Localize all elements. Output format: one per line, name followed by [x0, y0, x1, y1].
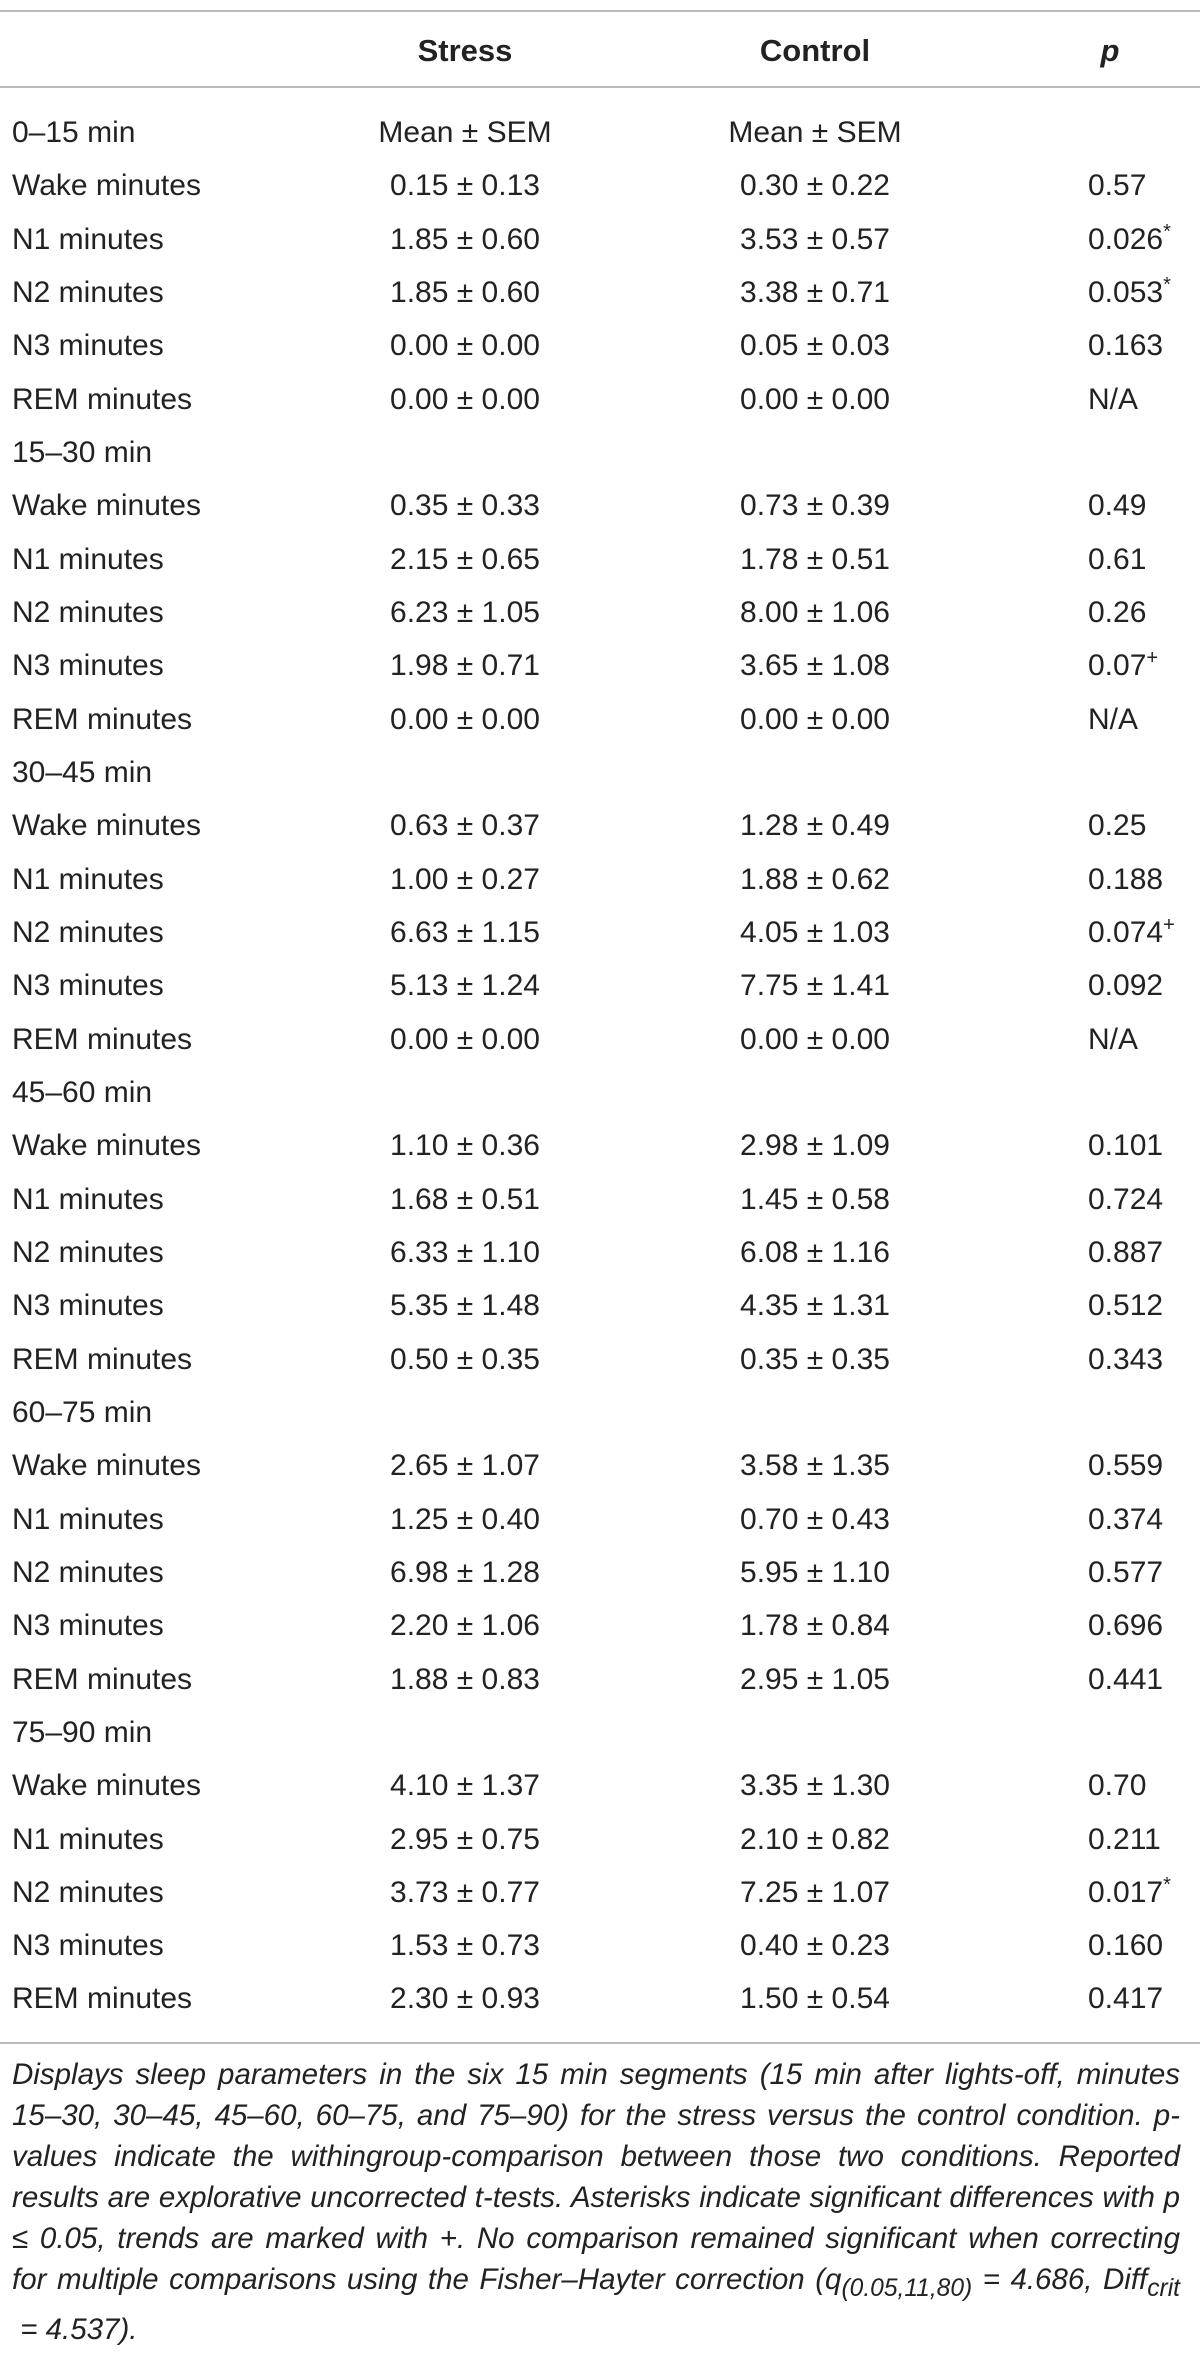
row-label: N3 minutes [12, 969, 164, 1003]
p-value-cell [1088, 1013, 1138, 1066]
table-row [0, 106, 1200, 159]
row-label: Wake minutes [12, 489, 201, 523]
control-value: 1.78 ± 0.84 [740, 1609, 890, 1643]
p-value: 0.441 [1088, 1662, 1164, 1696]
table-row [0, 266, 1200, 319]
table-row [0, 213, 1200, 266]
table-row [0, 1653, 1200, 1706]
stress-value: 1.25 ± 0.40 [390, 1502, 540, 1536]
table-row [0, 906, 1200, 959]
table-row [0, 1066, 1200, 1119]
p-value: 0.559 [1088, 1449, 1164, 1483]
p-value-cell [1088, 799, 1146, 852]
p-value: 0.25 [1088, 809, 1147, 843]
table-row [0, 1866, 1200, 1919]
stress-value: 1.98 ± 0.71 [390, 649, 540, 683]
row-label: REM minutes [12, 1982, 193, 2016]
row-label: N2 minutes [12, 915, 164, 949]
header-stress: Stress [417, 33, 513, 68]
table-row [0, 319, 1200, 372]
p-value-cell [1088, 1599, 1163, 1652]
row-label: REM minutes [12, 1662, 193, 1696]
table-row [0, 1226, 1200, 1279]
table-row [0, 1759, 1200, 1812]
row-label: N2 minutes [12, 1555, 164, 1589]
p-value: 0.188 [1088, 862, 1164, 896]
p-value-cell [1088, 1813, 1161, 1866]
stress-value: 2.30 ± 0.93 [390, 1982, 540, 2016]
p-value: 0.092 [1088, 969, 1164, 1003]
p-value: N/A [1088, 382, 1139, 416]
p-value: 0.053 [1088, 275, 1164, 309]
row-label: Wake minutes [12, 809, 201, 843]
stress-value: 1.68 ± 0.51 [390, 1182, 540, 1216]
control-value: Mean ± SEM [728, 116, 902, 149]
control-value: 2.10 ± 0.82 [740, 1822, 890, 1856]
stress-value: 0.00 ± 0.00 [390, 1022, 540, 1056]
stress-value: 1.85 ± 0.60 [390, 222, 540, 256]
row-label: N1 minutes [12, 222, 164, 256]
p-value-cell [1088, 1439, 1163, 1492]
stress-value: Mean ± SEM [378, 116, 552, 149]
control-value: 1.78 ± 0.51 [740, 542, 890, 576]
significance-mark: * [1163, 1873, 1171, 1896]
table-row [0, 1972, 1200, 2025]
p-value: 0.026 [1088, 222, 1164, 256]
p-value-cell [1088, 213, 1171, 266]
stress-value: 1.10 ± 0.36 [390, 1129, 540, 1163]
control-value: 0.70 ± 0.43 [740, 1502, 890, 1536]
p-value-cell [1088, 1919, 1163, 1972]
p-value: 0.163 [1088, 329, 1164, 363]
stress-value: 6.33 ± 1.10 [390, 1235, 540, 1269]
row-label: REM minutes [12, 1342, 193, 1376]
row-label: Wake minutes [12, 1129, 201, 1163]
table-body [0, 106, 1200, 2026]
stress-value: 2.95 ± 0.75 [390, 1822, 540, 1856]
control-value: 1.28 ± 0.49 [740, 809, 890, 843]
p-value: 0.696 [1088, 1609, 1164, 1643]
row-label: N2 minutes [12, 275, 164, 309]
p-value: 0.343 [1088, 1342, 1164, 1376]
control-value: 0.30 ± 0.22 [740, 169, 890, 203]
p-value: 0.57 [1088, 169, 1147, 203]
q-subscript: (0.05,11,80) [841, 2274, 973, 2302]
control-value: 7.75 ± 1.41 [740, 969, 890, 1003]
stress-value: 1.85 ± 0.60 [390, 275, 540, 309]
row-label: N1 minutes [12, 1502, 164, 1536]
significance-mark: + [1163, 913, 1175, 936]
stress-value: 4.10 ± 1.37 [390, 1769, 540, 1803]
stress-value: 6.63 ± 1.15 [390, 915, 540, 949]
p-value: 0.724 [1088, 1182, 1164, 1216]
row-label: N1 minutes [12, 862, 164, 896]
p-value-cell [1088, 1972, 1163, 2025]
table-row [0, 1599, 1200, 1652]
row-label: Wake minutes [12, 1769, 201, 1803]
table-row [0, 426, 1200, 479]
row-label: N2 minutes [12, 1875, 164, 1909]
p-value: 0.017 [1088, 1875, 1164, 1909]
p-value: N/A [1088, 702, 1139, 736]
control-value: 0.00 ± 0.00 [740, 382, 890, 416]
table-row [0, 1493, 1200, 1546]
table-row [0, 693, 1200, 746]
table-row [0, 1546, 1200, 1599]
p-value-cell [1088, 479, 1146, 532]
control-value: 5.95 ± 1.10 [740, 1555, 890, 1589]
p-value-cell [1088, 853, 1163, 906]
stress-value: 5.13 ± 1.24 [390, 969, 540, 1003]
table-row [0, 1333, 1200, 1386]
table-row [0, 853, 1200, 906]
stress-value: 0.50 ± 0.35 [390, 1342, 540, 1376]
p-value-cell [1088, 1119, 1163, 1172]
control-value: 0.05 ± 0.03 [740, 329, 890, 363]
control-value: 1.50 ± 0.54 [740, 1982, 890, 2016]
stress-value: 2.15 ± 0.65 [390, 542, 540, 576]
p-value: 0.70 [1088, 1769, 1147, 1803]
table-row [0, 799, 1200, 852]
table-row [0, 479, 1200, 532]
p-value-cell [1088, 1333, 1163, 1386]
p-value: 0.887 [1088, 1235, 1164, 1269]
control-value: 3.53 ± 0.57 [740, 222, 890, 256]
table-row [0, 586, 1200, 639]
row-label: 45–60 min [12, 1075, 153, 1109]
table-row [0, 1279, 1200, 1332]
header-rule [0, 86, 1200, 88]
p-value-cell [1088, 159, 1146, 212]
diff-value: = 4.537). [12, 2312, 138, 2346]
p-value-cell [1088, 1226, 1163, 1279]
row-label: Wake minutes [12, 169, 201, 203]
control-value: 8.00 ± 1.06 [740, 595, 890, 629]
p-value-cell [1088, 959, 1163, 1012]
table-row [0, 1173, 1200, 1226]
diff-symbol: Diff [1102, 2263, 1148, 2296]
table-row [0, 746, 1200, 799]
header-control: Control [759, 33, 871, 68]
table-row [0, 159, 1200, 212]
row-label: 75–90 min [12, 1715, 153, 1749]
control-value: 6.08 ± 1.16 [740, 1235, 890, 1269]
stress-value: 3.73 ± 0.77 [390, 1875, 540, 1909]
stress-value: 0.35 ± 0.33 [390, 489, 540, 523]
control-value: 1.88 ± 0.62 [740, 862, 890, 896]
p-value-cell [1088, 906, 1175, 959]
row-label: N3 minutes [12, 1929, 164, 1963]
p-value: 0.512 [1088, 1289, 1164, 1323]
table-row [0, 1439, 1200, 1492]
p-value-cell [1088, 1759, 1146, 1812]
stress-value: 0.00 ± 0.00 [390, 382, 540, 416]
row-label: Wake minutes [12, 1449, 201, 1483]
control-value: 0.00 ± 0.00 [740, 1022, 890, 1056]
stress-value: 0.63 ± 0.37 [390, 809, 540, 843]
row-label: REM minutes [12, 382, 193, 416]
control-value: 3.65 ± 1.08 [740, 649, 890, 683]
stress-value: 6.98 ± 1.28 [390, 1555, 540, 1589]
stress-value: 0.00 ± 0.00 [390, 702, 540, 736]
stress-value: 1.00 ± 0.27 [390, 862, 540, 896]
significance-mark: * [1163, 220, 1171, 243]
control-value: 4.05 ± 1.03 [740, 915, 890, 949]
control-value: 0.00 ± 0.00 [740, 702, 890, 736]
p-value-cell [1088, 266, 1171, 319]
row-label: 0–15 min [12, 116, 136, 149]
p-value: 0.101 [1088, 1129, 1164, 1163]
header-p: p [1100, 33, 1120, 68]
table-row [0, 639, 1200, 692]
table-row [0, 959, 1200, 1012]
p-value: N/A [1088, 1022, 1139, 1056]
row-label: 60–75 min [12, 1395, 153, 1429]
p-value-cell [1088, 373, 1138, 426]
row-label: N1 minutes [12, 542, 164, 576]
p-value: 0.374 [1088, 1502, 1164, 1536]
row-label: 30–45 min [12, 755, 153, 789]
significance-mark: + [1146, 647, 1159, 670]
row-label: 15–30 min [12, 435, 153, 469]
p-value: 0.07 [1088, 649, 1147, 683]
table-row [0, 373, 1200, 426]
row-label: N3 minutes [12, 1289, 164, 1323]
row-label: N1 minutes [12, 1182, 164, 1216]
row-label: N2 minutes [12, 595, 164, 629]
p-value-cell [1088, 1493, 1163, 1546]
stress-value: 1.88 ± 0.83 [390, 1662, 540, 1696]
p-value-cell [1088, 319, 1163, 372]
stress-value: 2.20 ± 1.06 [390, 1609, 540, 1643]
q-symbol: q [825, 2263, 842, 2296]
control-value: 3.58 ± 1.35 [740, 1449, 890, 1483]
control-value: 3.38 ± 0.71 [740, 275, 890, 309]
table-row [0, 1919, 1200, 1972]
control-value: 4.35 ± 1.31 [740, 1289, 890, 1323]
footnote-text: Displays sleep parameters in the six 15 min segments (15 min after lights-off, minutes 15–30, 30–45, 45–60, 60–75, and 75–90) for the stress versus the control condition. p-values indicate the withingroup-comparison between those two conditions. Reported results are explorative uncorrected t-tests. Asterisks indicate significant differences with p ≤ 0.05, trends are marked with +. No comparison remained significant when correcting for multiple comparisons using the Fisher–Hayter correction ( [12, 2058, 1180, 2296]
p-value-cell [1088, 1653, 1163, 1706]
p-value: 0.417 [1088, 1982, 1164, 2016]
row-label: N2 minutes [12, 1235, 164, 1269]
control-value: 7.25 ± 1.07 [740, 1875, 890, 1909]
p-value: 0.26 [1088, 595, 1147, 629]
table-row [0, 1813, 1200, 1866]
p-value-cell [1088, 586, 1146, 639]
stress-value: 0.00 ± 0.00 [390, 329, 540, 363]
stress-value: 5.35 ± 1.48 [390, 1289, 540, 1323]
row-label: N3 minutes [12, 329, 164, 363]
control-value: 0.40 ± 0.23 [740, 1929, 890, 1963]
control-value: 1.45 ± 0.58 [740, 1182, 890, 1216]
stress-value: 2.65 ± 1.07 [390, 1449, 540, 1483]
p-value: 0.61 [1088, 542, 1147, 576]
diff-subscript: crit [1147, 2274, 1180, 2302]
p-value-cell [1088, 639, 1158, 692]
p-value-cell [1088, 1546, 1163, 1599]
table-row [0, 1386, 1200, 1439]
p-value: 0.577 [1088, 1555, 1164, 1589]
p-value-cell [1088, 1173, 1163, 1226]
q-value: = 4.686, [972, 2263, 1103, 2296]
row-label: N1 minutes [12, 1822, 164, 1856]
row-label: N3 minutes [12, 649, 164, 683]
bottom-rule [0, 2042, 1200, 2044]
p-value-cell [1088, 533, 1146, 586]
table-footnote [12, 2054, 1180, 2350]
table-row [0, 1706, 1200, 1759]
p-value-cell [1088, 693, 1138, 746]
row-label: REM minutes [12, 1022, 193, 1056]
control-value: 0.35 ± 0.35 [740, 1342, 890, 1376]
p-value: 0.49 [1088, 489, 1147, 523]
table-row [0, 1119, 1200, 1172]
stress-value: 0.15 ± 0.13 [390, 169, 540, 203]
table-row [0, 1013, 1200, 1066]
p-value: 0.074 [1088, 915, 1164, 949]
table-row [0, 533, 1200, 586]
p-value-cell [1088, 1866, 1171, 1919]
stress-value: 6.23 ± 1.05 [390, 595, 540, 629]
stress-value: 1.53 ± 0.73 [390, 1929, 540, 1963]
significance-mark: * [1163, 273, 1171, 296]
row-label: N3 minutes [12, 1609, 164, 1643]
control-value: 3.35 ± 1.30 [740, 1769, 890, 1803]
p-value: 0.160 [1088, 1929, 1164, 1963]
top-rule [0, 10, 1200, 12]
p-value: 0.211 [1088, 1822, 1161, 1856]
row-label: REM minutes [12, 702, 193, 736]
p-value-cell [1088, 1279, 1163, 1332]
control-value: 2.98 ± 1.09 [740, 1129, 890, 1163]
control-value: 0.73 ± 0.39 [740, 489, 890, 523]
control-value: 2.95 ± 1.05 [740, 1662, 890, 1696]
